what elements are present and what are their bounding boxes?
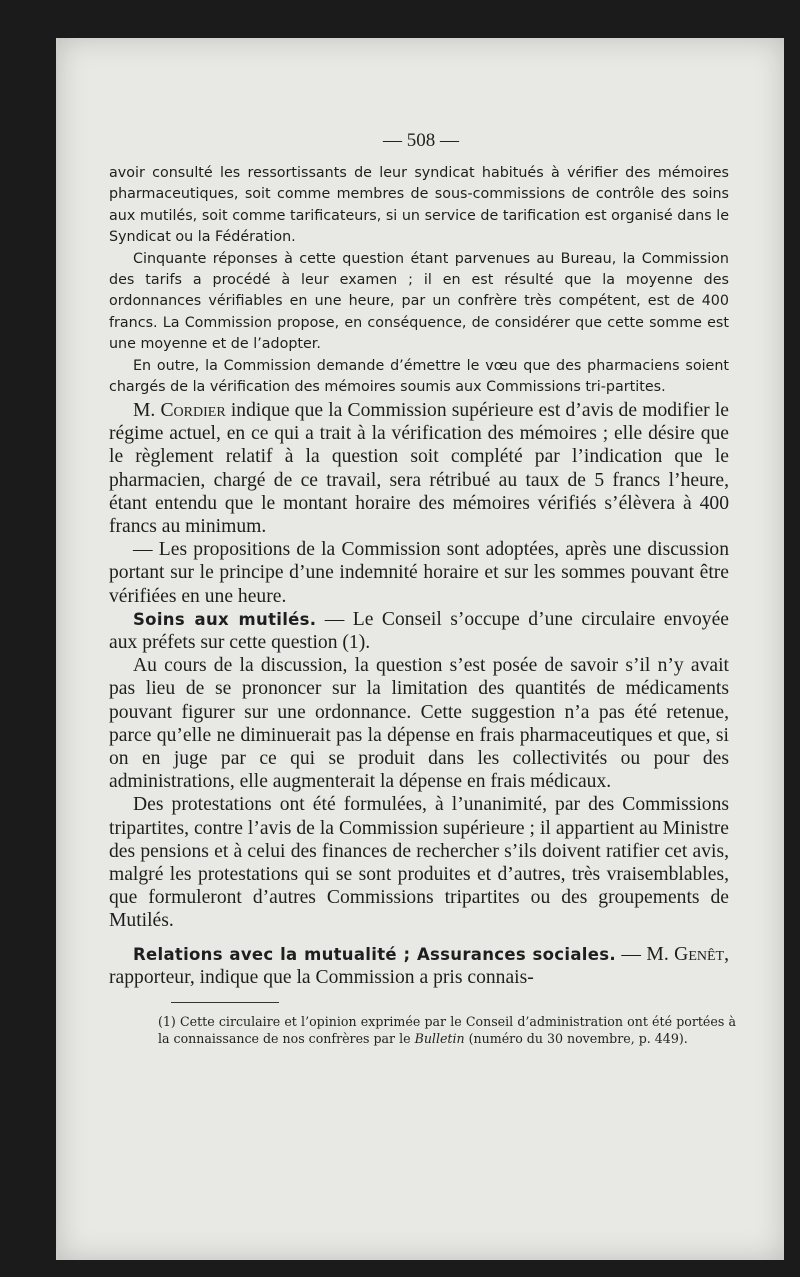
page-number: — 508 — (383, 130, 459, 151)
footnote-bulletin-title: Bulletin (414, 1031, 465, 1046)
footnote (158, 1013, 736, 1047)
heading-relations-mutualite: Relations avec la mutualité ; Assurances sociales. (133, 944, 616, 964)
cordier-text: indique que la Commission supérieure est d’avis de modifier le régime actuel, en ce qui a trait à la vérification des mémoires ; elle désire que le règlement relatif à la question soit complété par l’indication que le pharmacien, chargé de ce travail, sera rétribué au taux de 5 francs l’heure, étant entendu que le montant horaire des mémoires vérifiés s’élèvera à 400 francs au minimum. (109, 400, 729, 538)
footnote-text: (1) Cette circulaire et l’opinion exprimée par le Conseil d’administration ont été portées à la connaissance de nos confrères par le (158, 1014, 736, 1046)
soins-text: — Le Conseil s’occupe d’une circulaire envoyée aux préfets sur cette question (1). (109, 608, 729, 654)
relations-dash: — (615, 943, 647, 965)
paragraph-protestations: Des protestations ont été formulées, à l’unanimité, par des Commissions tripartites, contre l’avis de la Commission supérieure ; il appartient au Ministre des pensions et à celui des finances de rechercher s’ils doivent ratifier cet avis, malgré les protestations qui se sont produites et d’autres, très vraisemblables, que formuleront d’autres Commissions tripartites ou des groupements de Mutilés. (109, 794, 729, 932)
paragraph-consultation: avoir consulté les ressortissants de leur syndicat habitués à vérifier des mémoires pharmaceutiques, soit comme membres de sous-commissions de contrôle des soins aux mutilés, soit comme tarificateurs, si un service de tarification est organisé dans le Syndicat ou la Fédération. (109, 165, 729, 246)
commission-report-paragraphs (109, 163, 729, 398)
paragraph-cordier (109, 399, 729, 538)
paragraph-voeu-pharmaciens: En outre, la Commission demande d’émettre le vœu que des pharmaciens soient chargés de la vérification des mémoires soumis aux Commissions tri-partites. (109, 357, 729, 396)
speaker-cordier: M. Cordier (133, 400, 226, 421)
footnote-divider (171, 1002, 279, 1003)
paragraph-soins-mutiles (109, 608, 729, 654)
footnote-reference: (numéro du 30 novembre, p. 449). (464, 1031, 688, 1046)
heading-soins-mutiles: Soins aux mutilés. (133, 609, 317, 629)
paragraph-relations-mutualite (109, 943, 729, 989)
paragraph-cinquante-reponses: Cinquante réponses à cette question étant parvenues au Bureau, la Commission des tarifs a procédé à leur examen ; il en est résulté que la moyenne des ordonnances vérifiables en une heure, par un confrère très compétent, est de 400 francs. La Commission propose, en conséquence, de considérer que cette somme est une moyenne et de l’adopter. (109, 250, 729, 353)
paragraph-propositions-adoptees: — Les propositions de la Commission sont adoptées, après une discussion portant sur le principe d’une indemnité horaire et sur les sommes pouvant être vérifiées en une heure. (109, 539, 729, 607)
speaker-genet: M. Genêt (646, 943, 725, 965)
council-discussion (109, 399, 729, 989)
paragraph-discussion: Au cours de la discussion, la question s’est posée de savoir s’il n’y avait pas lieu de se prononcer sur la limitation des quantités de médicaments pouvant figurer sur une ordonnance. Cette suggestion n’a pas été retenue, parce qu’elle ne diminuerait pas la dépense en frais pharmaceutiques et que, si on en juge par ce qui se produit dans les collectivités ou pour des administrations, elle augmenterait la dépense en frais médicaux. (109, 655, 729, 793)
relations-text: , rapporteur, indique que la Commission a pris connais- (109, 943, 730, 988)
